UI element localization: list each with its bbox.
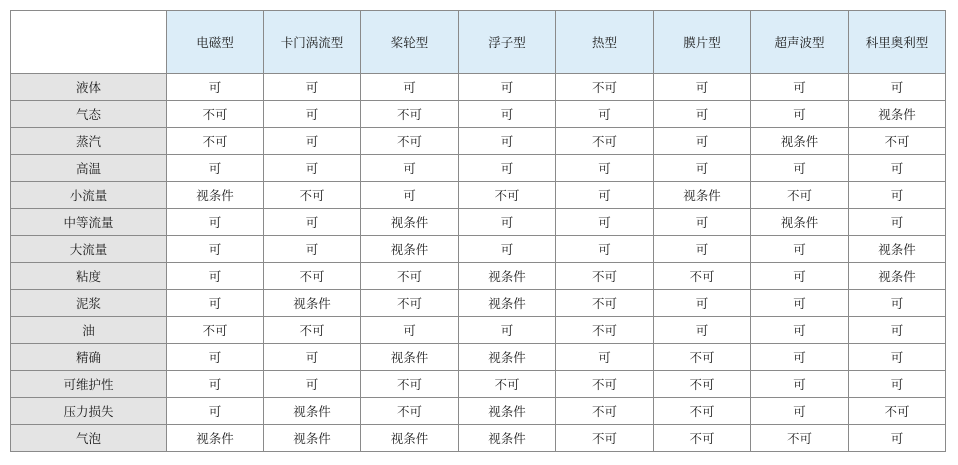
table-cell: 可: [167, 398, 264, 425]
table-cell: 可: [849, 425, 946, 452]
table-cell: 可: [654, 74, 751, 101]
table-cell: 可: [849, 182, 946, 209]
row-header: 高温: [11, 155, 167, 182]
table-cell: 不可: [264, 317, 361, 344]
table-cell: 可: [167, 155, 264, 182]
table-cell: 可: [654, 128, 751, 155]
column-header: 膜片型: [654, 11, 751, 74]
table-row: [11, 128, 946, 155]
table-cell: 视条件: [361, 425, 459, 452]
table-cell: 视条件: [167, 425, 264, 452]
table-row: [11, 344, 946, 371]
table-cell: 不可: [361, 371, 459, 398]
table-cell: 不可: [361, 290, 459, 317]
table-cell: 可: [654, 317, 751, 344]
table-cell: 可: [167, 344, 264, 371]
table-cell: 不可: [361, 398, 459, 425]
table-cell: 不可: [556, 74, 654, 101]
table-row: [11, 209, 946, 236]
table-cell: 可: [751, 317, 849, 344]
table-cell: 可: [654, 236, 751, 263]
table-cell: 不可: [654, 263, 751, 290]
table-cell: 不可: [654, 425, 751, 452]
row-header: 气态: [11, 101, 167, 128]
table-row: [11, 101, 946, 128]
table-cell: 可: [849, 317, 946, 344]
table-cell: 不可: [264, 263, 361, 290]
table-cell: 不可: [751, 425, 849, 452]
table-row: [11, 371, 946, 398]
table-row: [11, 425, 946, 452]
column-header: 卡门涡流型: [264, 11, 361, 74]
table-cell: 视条件: [167, 182, 264, 209]
table-cell: 可: [556, 182, 654, 209]
table-cell: 不可: [361, 128, 459, 155]
table-cell: 视条件: [361, 236, 459, 263]
table-cell: 可: [459, 74, 556, 101]
table-cell: 视条件: [264, 290, 361, 317]
table-cell: 可: [751, 371, 849, 398]
table-cell: 可: [751, 344, 849, 371]
flowmeter-comparison-table: [10, 10, 946, 452]
table-cell: 视条件: [849, 101, 946, 128]
table-cell: 可: [654, 290, 751, 317]
comparison-table-container: [10, 10, 946, 452]
table-cell: 视条件: [654, 182, 751, 209]
row-header: 液体: [11, 74, 167, 101]
table-cell: 可: [361, 155, 459, 182]
table-cell: 可: [167, 290, 264, 317]
table-cell: 可: [459, 155, 556, 182]
table-cell: 可: [654, 101, 751, 128]
table-body: [11, 74, 946, 452]
table-cell: 不可: [556, 263, 654, 290]
table-cell: 不可: [556, 398, 654, 425]
table-cell: 可: [849, 209, 946, 236]
table-cell: 不可: [556, 371, 654, 398]
table-cell: 不可: [654, 398, 751, 425]
column-header: 电磁型: [167, 11, 264, 74]
table-cell: 可: [849, 290, 946, 317]
table-cell: 视条件: [264, 398, 361, 425]
table-cell: 可: [751, 74, 849, 101]
table-cell: 可: [264, 371, 361, 398]
column-header: 浮子型: [459, 11, 556, 74]
table-cell: 可: [264, 155, 361, 182]
table-cell: 可: [556, 209, 654, 236]
table-cell: 视条件: [849, 263, 946, 290]
table-cell: 可: [459, 128, 556, 155]
table-cell: 不可: [751, 182, 849, 209]
table-cell: 不可: [167, 128, 264, 155]
table-cell: 不可: [459, 182, 556, 209]
table-cell: 可: [459, 317, 556, 344]
table-cell: 不可: [849, 128, 946, 155]
table-cell: 视条件: [459, 290, 556, 317]
table-cell: 可: [167, 236, 264, 263]
row-header: 大流量: [11, 236, 167, 263]
table-cell: 可: [459, 101, 556, 128]
table-cell: 可: [264, 101, 361, 128]
corner-cell: [11, 11, 167, 74]
table-cell: 不可: [264, 182, 361, 209]
table-cell: 不可: [556, 128, 654, 155]
table-cell: 不可: [556, 290, 654, 317]
table-cell: 可: [264, 344, 361, 371]
table-cell: 可: [556, 236, 654, 263]
table-cell: 视条件: [459, 344, 556, 371]
table-cell: 可: [751, 290, 849, 317]
table-cell: 可: [264, 128, 361, 155]
table-row: [11, 74, 946, 101]
row-header: 精确: [11, 344, 167, 371]
row-header: 泥浆: [11, 290, 167, 317]
table-row: [11, 290, 946, 317]
table-row: [11, 317, 946, 344]
row-header: 油: [11, 317, 167, 344]
table-cell: 可: [167, 263, 264, 290]
table-cell: 可: [264, 74, 361, 101]
table-header: [11, 11, 946, 74]
row-header: 小流量: [11, 182, 167, 209]
table-cell: 视条件: [751, 128, 849, 155]
table-row: [11, 155, 946, 182]
table-cell: 可: [556, 155, 654, 182]
row-header: 压力损失: [11, 398, 167, 425]
table-cell: 不可: [654, 344, 751, 371]
table-cell: 视条件: [264, 425, 361, 452]
table-cell: 可: [849, 371, 946, 398]
row-header: 粘度: [11, 263, 167, 290]
column-header: 科里奥利型: [849, 11, 946, 74]
table-cell: 可: [751, 155, 849, 182]
table-cell: 视条件: [361, 344, 459, 371]
header-row: [11, 11, 946, 74]
table-cell: 可: [751, 263, 849, 290]
table-cell: 视条件: [361, 209, 459, 236]
table-cell: 可: [654, 155, 751, 182]
table-cell: 视条件: [751, 209, 849, 236]
table-cell: 不可: [361, 263, 459, 290]
table-cell: 可: [361, 74, 459, 101]
table-cell: 可: [556, 101, 654, 128]
table-cell: 可: [459, 236, 556, 263]
table-cell: 可: [849, 344, 946, 371]
table-cell: 不可: [556, 425, 654, 452]
table-cell: 可: [849, 155, 946, 182]
table-row: [11, 263, 946, 290]
table-cell: 可: [167, 209, 264, 236]
table-cell: 可: [556, 344, 654, 371]
column-header: 桨轮型: [361, 11, 459, 74]
table-cell: 不可: [361, 101, 459, 128]
column-header: 超声波型: [751, 11, 849, 74]
table-row: [11, 398, 946, 425]
table-cell: 可: [264, 209, 361, 236]
table-cell: 可: [751, 398, 849, 425]
table-cell: 视条件: [459, 398, 556, 425]
table-row: [11, 182, 946, 209]
table-row: [11, 236, 946, 263]
table-cell: 可: [751, 101, 849, 128]
table-cell: 可: [654, 209, 751, 236]
row-header: 可维护性: [11, 371, 167, 398]
table-cell: 可: [361, 182, 459, 209]
table-cell: 可: [167, 371, 264, 398]
table-cell: 不可: [654, 371, 751, 398]
table-cell: 可: [849, 74, 946, 101]
table-cell: 视条件: [849, 236, 946, 263]
table-cell: 不可: [849, 398, 946, 425]
row-header: 蒸汽: [11, 128, 167, 155]
table-cell: 不可: [167, 101, 264, 128]
row-header: 气泡: [11, 425, 167, 452]
table-cell: 视条件: [459, 263, 556, 290]
table-cell: 可: [459, 209, 556, 236]
column-header: 热型: [556, 11, 654, 74]
row-header: 中等流量: [11, 209, 167, 236]
table-cell: 可: [751, 236, 849, 263]
table-cell: 可: [361, 317, 459, 344]
table-cell: 视条件: [459, 425, 556, 452]
table-cell: 不可: [459, 371, 556, 398]
table-cell: 可: [167, 74, 264, 101]
table-cell: 不可: [167, 317, 264, 344]
table-cell: 可: [264, 236, 361, 263]
table-cell: 不可: [556, 317, 654, 344]
